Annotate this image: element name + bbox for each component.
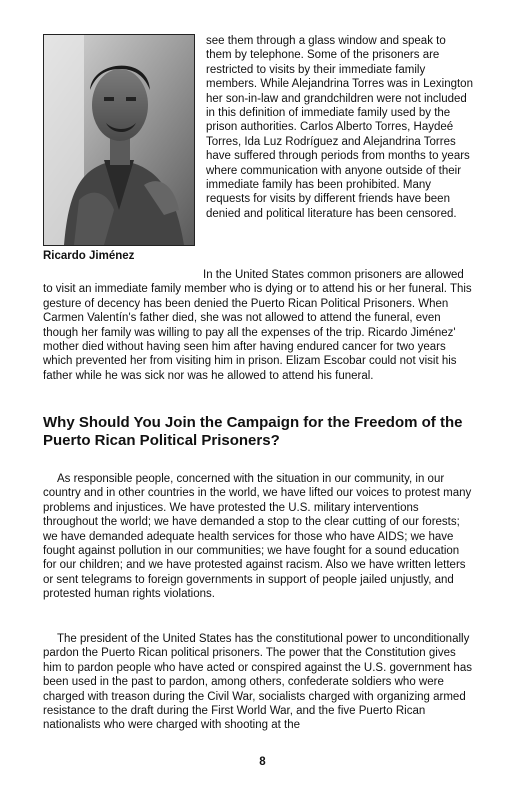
paragraph-visits: see them through a glass window and speak to them by telephone. Some of the prisoners are restricted to visits by their immediate family members. While Alejandrina Torres was in Lexington her son-in-law and grandchildren were not included in this definition of immediate family used by the prison authorities. Carlos Alberto Torres, Haydeé Torres, Ida Luz Rodríguez and Alejandrina Torres have suffered through periods from months to years where communication with anyone outside of their immediate family has been prohibited. Many requests for visits by different friends have been denied and political literature has been censored. bbox=[206, 35, 473, 220]
portrait-photo bbox=[43, 34, 195, 246]
page-number: 8 bbox=[259, 756, 266, 768]
section-heading: Why Should You Join the Campaign for the Freedom of the Puerto Rican Political Prisoners? bbox=[43, 414, 463, 449]
paragraph-presidential-pardon: The president of the United States has the constitutional power to unconditionally pardon the Puerto Rican political prisoners. The power that the Constitution gives him to pardon people who have acted or conspired against the U.S. government has been used in the past to pardon, among others, confederate soldiers who were charged with treason during the Civil War, socialists charged with organizing armed resistance to the draft during the First World War, and the five Puerto Rican nationalists who were charged with shooting at the bbox=[43, 633, 472, 732]
paragraph-funerals bbox=[43, 268, 475, 383]
paragraph-funerals-text: In the United States common prisoners are allowed to visit an immediate family member who is dying or to attend his or her funeral. This gesture of decency has been denied the Puerto Rican Political Prisoners. When Carmen Valentín's father died, she was not allowed to attend the funeral, even though her family was willing to pay all the expenses of the trip. Ricardo Jiménez' mother died without having seen him after having endured cancer for two years which prevented her from visiting him in prison. Elizam Escobar could not visit his father while he was sick nor was he allowed to attend his funeral. bbox=[43, 269, 472, 382]
photo-caption: Ricardo Jiménez bbox=[43, 250, 135, 262]
paragraph-responsible-people: As responsible people, concerned with the situation in our community, in our country and in other countries in the world, we have lifted our voices to protest many problems and injustices. We have protested the U.S. military interventions throughout the world; we have demanded a stop to the clear cutting of our forests; we have demanded adequate health services for those who have AIDS; we have fought against pollution in our communities; we have fought for a sound education for our children; and we have protested against racism. Also we have written letters or sent telegrams to foreign governments in support of people jailed unjustly, and protested human rights violations. bbox=[43, 473, 472, 601]
photo-figure bbox=[43, 34, 193, 262]
